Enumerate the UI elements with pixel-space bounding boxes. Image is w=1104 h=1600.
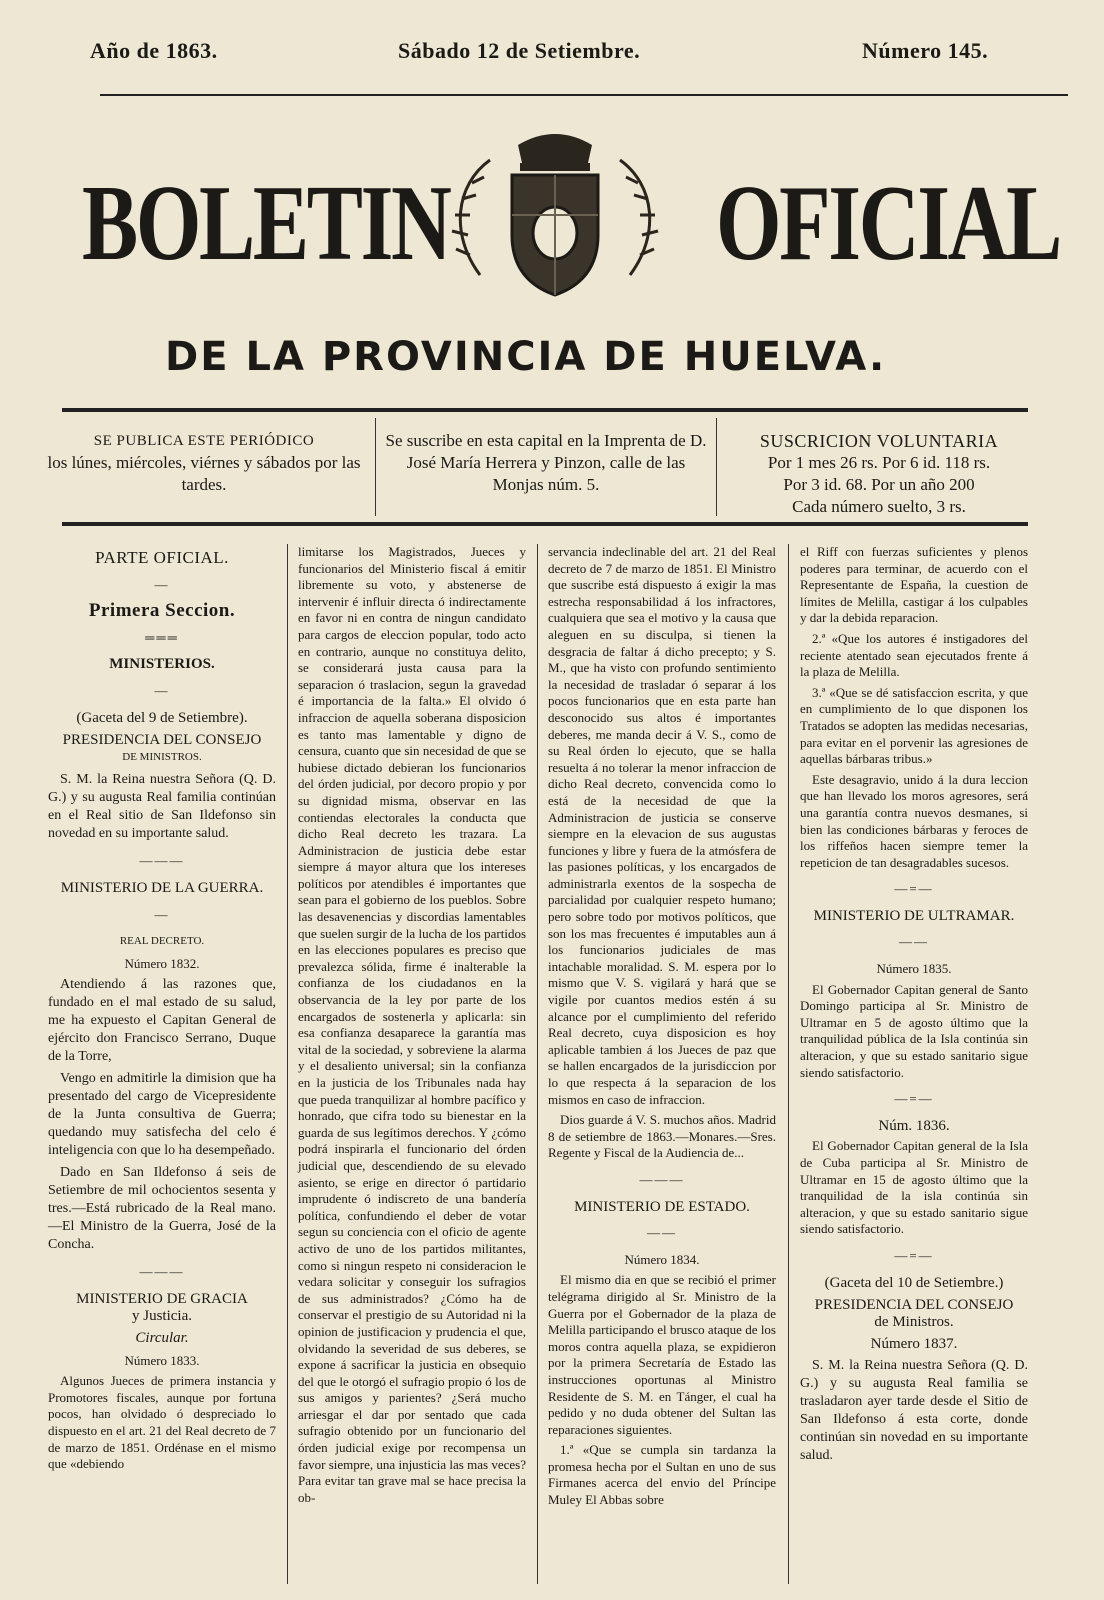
paragraph: 3.ª «Que se dé satisfaccion escrita, y que en cumplimiento de lo que disponen los Tratados se adopten las medidas necesarias, para evitar en el porvenir las agresiones de aquellas bárbaras tribus.» — [800, 684, 1028, 767]
ultramar-heading: MINISTERIO DE ULTRAMAR. — [813, 907, 1015, 924]
paragraph: Dado en San Ildefonso á seis de Setiembre de mil ochocientos sesenta y tres.—Está rubricado de la Real mano.—El Ministro de la Guerra, José de la Concha. — [48, 1165, 276, 1253]
subscribe-text: Se suscribe en esta capital en la Imprenta de D. José María Herrera y Pinzon, calle de las Monjas núm. 5. — [385, 431, 707, 494]
presidencia-heading: PRESIDENCIA DEL CONSEJO — [814, 1297, 1014, 1314]
paragraph: Atendiendo á las razones que, fundado en el mal estado de su salud, me ha expuesto el Capitan General de ejército don Francisco Serrano, Duque de la Torre, — [48, 977, 276, 1065]
info-bottom-rule — [62, 522, 1028, 526]
issue-number: Número 145. — [862, 38, 989, 63]
paragraph: Algunos Jueces de primera instancia y Promotores fiscales, aunque por fortuna pocos, han olvidado ó despreciado lo dispuesto en el art. 21 del Real decreto de 7 de marzo de 1851. Ordénase en el mismo que «debiendo — [48, 1373, 276, 1472]
gaceta-date: (Gaceta del 10 de Setiembre.) — [824, 1274, 1004, 1291]
column-divider — [287, 544, 288, 1584]
estado-heading: MINISTERIO DE ESTADO. — [574, 1198, 750, 1215]
publication-info — [45, 430, 363, 520]
info-divider-2 — [716, 418, 717, 516]
decree-number: Núm. 1836. — [878, 1117, 950, 1134]
circular-heading: Circular. — [135, 1330, 189, 1347]
date-label: Sábado 12 de Setiembre. — [398, 38, 641, 63]
column-divider — [788, 544, 789, 1584]
column-1: PARTE OFICIAL. — Primera Seccion. ═══ MINISTERIOS. — (Gaceta del 9 de Setiembre). PRESIDENCIA DEL CONSEJO DE MINISTROS. S. M. la Reina nuestra Señora (Q. D. G.) y su augusta Real familia continúan en el Real sitio de San Ildefonso sin novedad en su importante salud. ——— MINISTERIO DE LA GUERRA. — REAL DECRETO. Número 1832. Atendiendo á las razones que, fundado en el mal estado de su salud, me ha expuesto el Capitan General de ejército don Francisco Serrano, Duque de la Torre, Vengo en admitirle la dimision que ha presentado del cargo de Vicepresidente de la Junta consultiva de Guerra; quedando muy satisfecha del celo é inteligencia con que lo ha desempeñado. Dado en San Ildefonso á seis de Setiembre de mil ochocientos sesenta y tres.—Está rubricado de la Real mano.—El Ministro de la Guerra, José de la Concha. ——— MINISTERIO DE GRACIA y Justicia. Circular. Número 1833. Algunos Jueces de primera instancia y Promotores fiscales, aunque por fortuna pocos, han olvidado ó despreciado lo dispuesto en el art. 21 del Real decreto de 7 de marzo de 1851. Ordénase en el mismo que «debiendo — [48, 548, 276, 1472]
paragraph: S. M. la Reina nuestra Señora (Q. D. G.) y su augusta Real familia se trasladaron ayer tarde desde el Sitio de San Ildefonso á esta corte, donde continúan sin novedad en su importante salud. — [800, 1357, 1028, 1463]
susc-title: SUSCRICION VOLUNTARIA — [759, 431, 999, 451]
presidencia-heading: PRESIDENCIA DEL CONSEJO — [62, 732, 262, 749]
paragraph: El Gobernador Capitan general de la Isla de Cuba participa al Sr. Ministro de Ultramar en 15 de agosto último que la tranquilidad de la isla continúa sin alteracion, y que su estado sanitario sigue siendo satisfactorio. — [800, 1138, 1028, 1237]
column-2 — [298, 544, 526, 1510]
ministros-subheading: de Ministros. — [874, 1313, 954, 1330]
paragraph: Dios guarde á V. S. muchos años. Madrid 8 de setiembre de 1863.—Monares.—Sres. Regente y Fiscal de la Audiencia de... — [548, 1112, 776, 1161]
primera-seccion-heading: Primera Seccion. — [88, 600, 236, 622]
ministros-subheading: DE MINISTROS. — [122, 750, 202, 763]
susc-line3: Cada número suelto, 3 rs. — [792, 497, 966, 516]
susc-line1: Por 1 mes 26 rs. Por 6 id. 118 rs. — [767, 453, 991, 472]
subscribe-info — [380, 430, 712, 520]
paragraph: El mismo dia en que se recibió el primer telégrama dirigido al Sr. Ministro de la Guerra por el Gobernador de la plaza de Melilla participando el brusco ataque de los moros contra aquella plaza, se expidieron por la primera Secretaría de Estado las instrucciones oportunas al Ministro Residente de S. M. en Tánger, el cual ha pedido y no duda obtener del Sultan las reparaciones siguientes. — [548, 1272, 776, 1437]
decree-number: Número 1832. — [124, 955, 200, 971]
year-label: Año de 1863. — [90, 38, 218, 63]
paragraph: Vengo en admitirle la dimision que ha presentado del cargo de Vicepresidente de la Junta consultiva de Guerra; quedando muy satisfecha del celo é inteligencia con que lo ha desempeñado. — [48, 1071, 276, 1159]
paragraph: 1.ª «Que se cumpla sin tardanza la promesa hecha por el Sultan en uno de sus Firmanes acerca del envio del Príncipe Muley El Abbas sobre — [548, 1442, 776, 1508]
pub-title: SE PUBLICA ESTE PERIÓDICO — [93, 433, 315, 449]
gaceta-date: (Gaceta del 9 de Setiembre). — [76, 709, 248, 726]
column-divider — [537, 544, 538, 1584]
decree-number: Número 1833. — [124, 1352, 200, 1368]
top-rule — [100, 94, 1068, 96]
column-3: servancia indeclinable del art. 21 del Real decreto de 7 de marzo de 1851. El Ministro que suscribe está dispuesto á exigir la mas estrecha responsabilidad á los infractores, cualquiera que sea el motivo y la causa que aleguen en su disculpa, si tienen la desgracia de faltar á dicho precepto; y S. M., que ha visto con profundo sentimiento la necesidad de trasladar ó separar á los pocos funcionarios que en esta parte han desconocido sus altos é importantes deberes, me manda decir á V. S., como de su Real órden lo ejecuto, que se halla resuelta á no tolerar la menor infraccion de dicho Real decreto, convencida como lo está de la necesidad de que la Administracion de justicia se conserve siempre en la elevacion de sus augustas funciones y libre y fuera de la atmósfera de las pasiones políticas, y los encargados de administrarla exentos de la sospecha de parcialidad por cualquier respeto humano; pero sobre todo por motivos políticos, que son los mas frecuentes é imputables aun á los funcionarios judiciales de mas intachable moralidad. S. M. espera por lo mismo que V. S. vigilará y hará que se vigile por cuantos medios estén á su alcance por el cumplimiento del referido Real decreto, cuya disposicion es hoy aplicable tambien á los Jueces de paz que se hallen encargados de la jurisdiccion por lo que respecta á la separacion de los mismos en caso de infraccion. Dios guarde á V. S. muchos años. Madrid 8 de setiembre de 1863.—Monares.—Sres. Regente y Fiscal de la Audiencia de... ——— MINISTERIO DE ESTADO. —— Número 1834. El mismo dia en que se recibió el primer telégrama dirigido al Sr. Ministro de la Guerra por el Gobernador de la plaza de Melilla participando el brusco ataque de los moros contra aquella plaza, se expidieron por la primera Secretaría de Estado las instrucciones oportunas al Ministro Residente de S. M. en Tánger, el cual ha pedido y no duda obtener del Sultan las reparaciones siguientes. 1.ª «Que se cumpla sin tardanza la promesa hecha por el Sultan en uno de sus Firmanes acerca del envio del Príncipe Muley El Abbas sobre — [548, 544, 776, 1508]
paragraph: Este desagravio, unido á la dura leccion que han llevado los moros agresores, será una garantía contra nuevos desmanes, si bien las condiciones bárbaras y feroces de los riffeños hacen siempre temer la repeticion de tan desagradables sucesos. — [800, 771, 1028, 870]
parte-oficial-heading: PARTE OFICIAL. — [95, 548, 229, 567]
paragraph: limitarse los Magistrados, Jueces y funcionarios del Ministerio fiscal á emitir libremente su voto, y abstenerse de intervenir é influir directa ó indirectamente en favor ni en contra de ningun candidato para cargos de eleccion popular, todo acto en contrario, aunque no constituya delito, se considerará justa causa para la separacion ó traslacion, segun la gravedad é importancia de la falta.» El olvido ó infraccion de aquella soberana disposicion es tanto mas lamentable y digno de censura, cuanto que sin necesidad de que se hubiese dictado debieran los funcionarios del órden judicial, por decoro propio y por su dignidad misma, observar en las contiendas electorales la conducta que dicho Real decreto les trazara. La Administracion de justicia debe estar siempre á mayor altura que los intereses políticos por atendibles é importantes que sean para el gobierno de los pueblos. Sobre las desavenencias y discordias lamentables que suelen surgir de la lucha de los partidos en las elecciones populares es preciso que prevalezca sólida, firme é inalterable la confianza de los ciudadanos en la observancia de la ley por parte de los encargados de sostenerla y aplicarla: sin esa confianza desaparece la garantía mas vital de la sociedad, y sobreviene la alarma y el desaliento universal; sin la confianza en la justicia de los Tribunales nada hay que pueda tranquilizar al hombre pacífico y honrado, que cifra todo su bienestar en la guarda de sus legítimos derechos. Y ¿cómo podrá inspirarla el funcionario del órden judicial que, descendiendo de su elevado asiento, se erige en director ó partidario imprudente ó indiscreto de una bandería política, confundiendo el deber de votar segun su conciencia con el oficio de agente activo de uno de los partidos militantes, como si ningun respeto ni consideracion le vedara solicitar y conseguir los sufragios de sus administrados? ¿Cómo ha de conservar el prestigio de su Autoridad ni la opinion de justificacion y prudencia el que, olvidando la severidad de sus deberes, se expone á sacrificar la justicia en obsequio del que le otorgó el sufragio propio ó los de sus amigos y parientes? ¿Será mucho arriesgar el dar por sentado que cada sufragio obtenido por un funcionario del órden judicial exige por recompensa un favor siempre, una injusticia las mas veces? Para evitar tan grave mal se hace precisa la ob- — [298, 544, 526, 1505]
pub-days: los lúnes, miércoles, viérnes y sábados por las tardes. — [47, 453, 361, 494]
subscription-prices — [724, 430, 1034, 520]
masthead-subtitle: DE LA PROVINCIA DE HUELVA. — [165, 334, 887, 380]
guerra-heading: MINISTERIO DE LA GUERRA. — [60, 879, 264, 896]
paragraph: 2.ª «Que los autores é instigadores del reciente atentado sean ejecutados frente á la plaza de Melilla. — [800, 630, 1028, 680]
real-decreto-heading: REAL DECRETO. — [119, 935, 205, 948]
masthead-left: BOLETIN — [82, 164, 450, 283]
decree-number: Número 1837. — [870, 1336, 958, 1353]
susc-line2: Por 3 id. 68. Por un año 200 — [783, 475, 975, 494]
column-4: el Riff con fuerzas suficientes y plenos poderes para terminar, de acuerdo con el Representante de España, la cuestion de límites de Melilla, castigar á los culpables y dar la debida reparacion. 2.ª «Que los autores é instigadores del reciente atentado sean ejecutados frente á la plaza de Melilla. 3.ª «Que se dé satisfaccion escrita, y que en cumplimiento de lo que disponen los Tratados se adopten las medidas necesarias, para evitar en el porvenir las agresiones de aquellas bárbaras tribus.» Este desagravio, unido á la dura leccion que han llevado los moros agresores, será una garantía contra nuevos desmanes, si bien las condiciones bárbaras y feroces de los riffeños hacen siempre temer la repeticion de tan desagradables sucesos. —=— MINISTERIO DE ULTRAMAR. —— Número 1835. El Gobernador Capitan general de Santo Domingo participa al Sr. Ministro de Ultramar en 5 de agosto último que la tranquilidad pública de la Isla continúa sin alteracion, y que su estado sanitario sigue siendo satisfactorio. —=— Núm. 1836. El Gobernador Capitan general de la Isla de Cuba participa al Sr. Ministro de Ultramar en 15 de agosto último que la tranquilidad de la isla continúa sin alteracion, y que su estado sanitario sigue siendo satisfactorio. —=— (Gaceta del 10 de Setiembre.) PRESIDENCIA DEL CONSEJO de Ministros. Número 1837. S. M. la Reina nuestra Señora (Q. D. G.) y su augusta Real familia se trasladaron ayer tarde desde el Sitio de San Ildefonso á esta corte, donde continúan sin novedad en su importante salud. — [800, 544, 1028, 1463]
info-top-rule — [62, 408, 1028, 412]
paragraph: servancia indeclinable del art. 21 del Real decreto de 7 de marzo de 1851. El Ministro que suscribe está dispuesto á exigir la mas estrecha responsabilidad á los infractores, cualquiera que sea el motivo y la causa que aleguen en su disculpa, si tienen la desgracia de faltar á dicho precepto; y S. M., que ha visto con profundo sentimiento la necesidad de trasladar ó separar á los pocos funcionarios que en esta parte han desconocido sus altos é importantes deberes, me manda decir á V. S., como de su Real órden lo ejecuto, que se halla resuelta á no tolerar la menor infraccion de dicho Real decreto, convencida como lo está de la necesidad de que la Administracion de justicia se conserve siempre en la elevacion de sus augustas funciones y libre y fuera de la atmósfera de las pasiones políticas, y los encargados de administrarla exentos de la sospecha de parcialidad por cualquier respeto humano; pero sobre todo por motivos políticos, que son los mas frecuentes é imputables aun á los funcionarios judiciales de mas intachable moralidad. S. M. espera por lo mismo que V. S. vigilará y hará que se vigile por cuantos medios estén á su alcance por el cumplimiento del referido Real decreto, cuya disposicion es hoy aplicable tambien á los Jueces de paz que se hallen encargados de la jurisdiccion por lo que respecta á la separacion de los mismos en caso de infraccion. — [548, 544, 776, 1107]
paragraph: el Riff con fuerzas suficientes y plenos poderes para terminar, de acuerdo con el Representante de España, la cuestion de límites de Melilla, castigar á los culpables y dar la debida reparacion. — [800, 544, 1028, 626]
gracia-heading: MINISTERIO DE GRACIA — [76, 1290, 248, 1307]
paragraph: S. M. la Reina nuestra Señora (Q. D. G.) y su augusta Real familia continúan en el Real sitio de San Ildefonso sin novedad en su importante salud. — [48, 772, 276, 842]
decree-number: Número 1835. — [876, 961, 952, 977]
justicia-subheading: y Justicia. — [132, 1307, 192, 1324]
masthead-right: OFICIAL — [716, 164, 1061, 283]
decree-number: Número 1834. — [624, 1251, 700, 1267]
ministerios-heading: MINISTERIOS. — [109, 656, 215, 673]
paragraph: El Gobernador Capitan general de Santo Domingo participa al Sr. Ministro de Ultramar en 5 de agosto último que la tranquilidad pública de la Isla continúa sin alteracion, y que su estado sanitario sigue siendo satisfactorio. — [800, 981, 1028, 1080]
info-divider-1 — [375, 418, 376, 516]
coat-of-arms-icon — [440, 125, 670, 305]
